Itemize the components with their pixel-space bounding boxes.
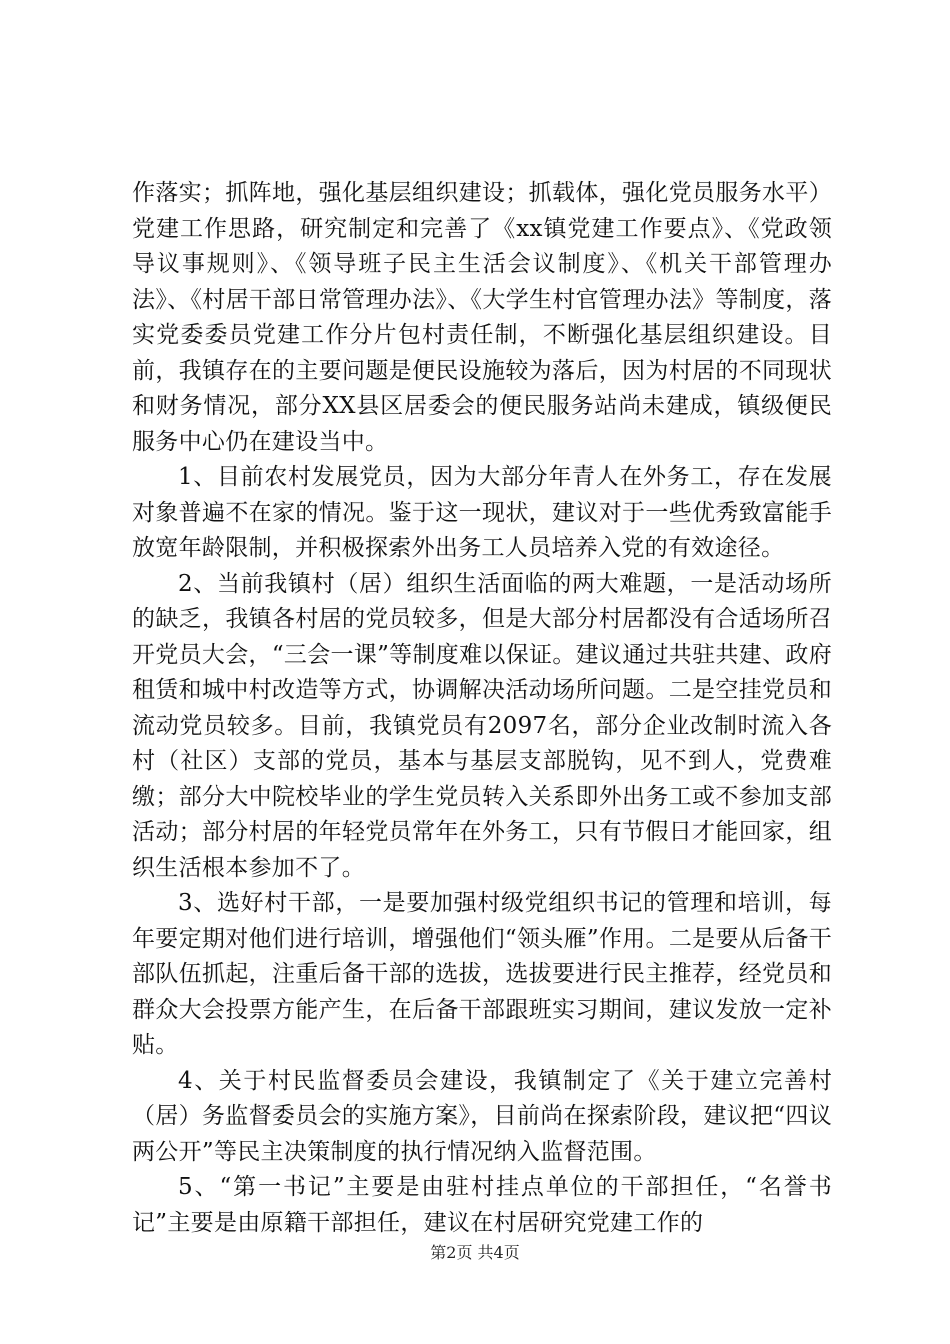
document-body [132,176,832,1241]
paragraph-intro: 作落实；抓阵地，强化基层组织建设；抓载体，强化党员服务水平）党建工作思路，研究制定和完善了《xx镇党建工作要点》、《党政领导议事规则》、《领导班子民主生活会议制度》、《机关干部管理办法》、《村居干部日常管理办法》、《大学生村官管理办法》等制度，落实党委委员党建工作分片包村责任制，不断强化基层组织建设。目前，我镇存在的主要问题是便民设施较为落后，因为村居的不同现状和财务情况，部分XX县区居委会的便民服务站尚未建成，镇级便民服务中心仍在建设当中。 [132,180,832,455]
paragraph-item-3: 3、选好村干部，一是要加强村级党组织书记的管理和培训，每年要定期对他们进行培训，增强他们“领头雁”作用。二是要从后备干部队伍抓起，注重后备干部的选拔，选拔要进行民主推荐，经党员和群众大会投票方能产生，在后备干部跟班实习期间，建议发放一定补贴。 [132,890,832,1058]
paragraph-item-4: 4、关于村民监督委员会建设，我镇制定了《关于建立完善村（居）务监督委员会的实施方案》，目前尚在探索阶段，建议把“四议两公开”等民主决策制度的执行情况纳入监督范围。 [132,1067,832,1165]
paragraph-item-1: 1、目前农村发展党员，因为大部分年青人在外务工，存在发展对象普遍不在家的情况。鉴于这一现状，建议对于一些优秀致富能手放宽年龄限制，并积极探索外出务工人员培养入党的有效途径。 [132,464,832,561]
paragraph-item-5: 5、“第一书记”主要是由驻村挂点单位的干部担任，“名誉书记”主要是由原籍干部担任，建议在村居研究党建工作的 [132,1174,832,1236]
paragraph-item-2: 2、当前我镇村（居）组织生活面临的两大难题，一是活动场所的缺乏，我镇各村居的党员较多，但是大部分村居都没有合适场所召开党员大会，“三会一课”等制度难以保证。建议通过共驻共建、政府租赁和城中村改造等方式，协调解决活动场所问题。二是空挂党员和流动党员较多。目前，我镇党员有2097名，部分企业改制时流入各村（社区）支部的党员，基本与基层支部脱钩，见不到人，党费难缴；部分大中院校毕业的学生党员转入关系即外出务工或不参加支部活动；部分村居的年轻党员常年在外务工，只有节假日才能回家，组织生活根本参加不了。 [132,570,832,881]
page-number-footer: 第2页 共4页 [430,1243,520,1262]
